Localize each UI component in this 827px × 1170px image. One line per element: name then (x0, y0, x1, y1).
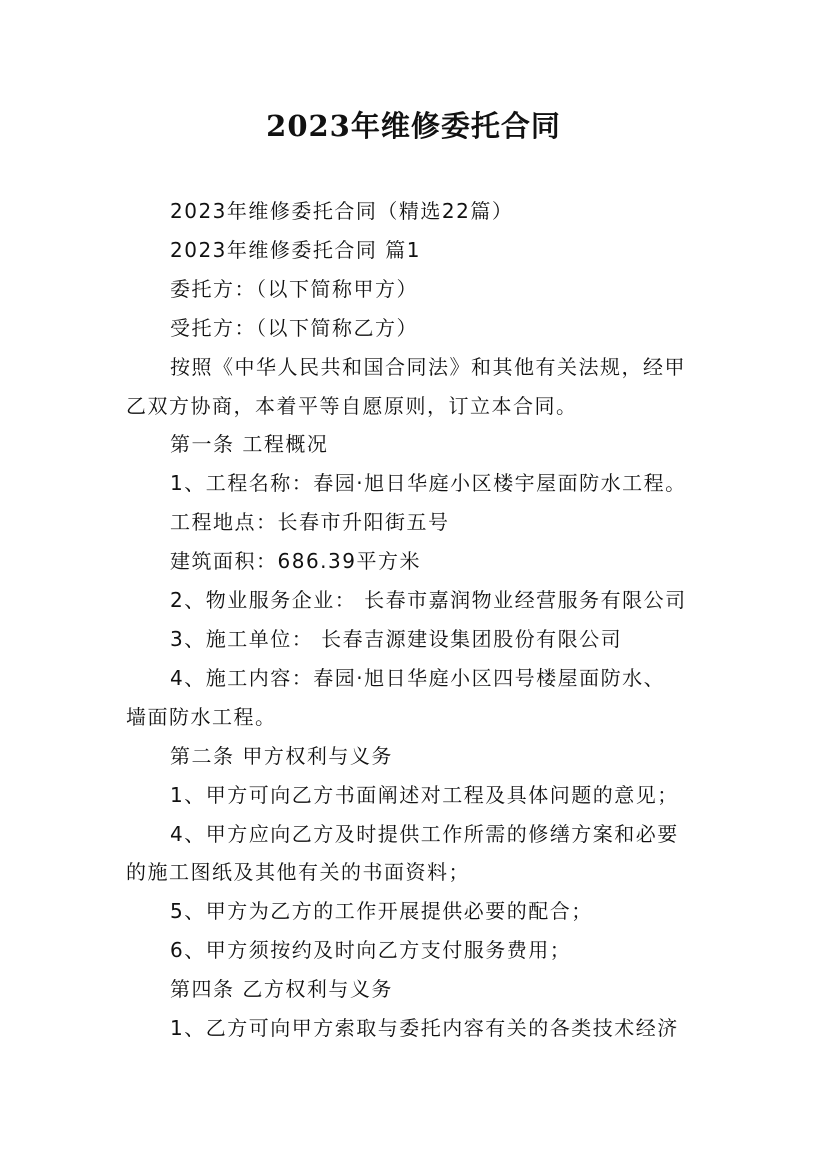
paragraph-line: 1、乙方可向甲方索取与委托内容有关的各类技术经济 (170, 1016, 679, 1041)
article-heading: 第二条 甲方权利与义务 (170, 743, 393, 768)
section-heading: 2023年维修委托合同 篇1 (170, 237, 421, 262)
paragraph-line-continued: 乙双方协商，本着平等自愿原则，订立本合同。 (126, 393, 578, 418)
paragraph-line: 6、甲方须按约及时向乙方支付服务费用； (170, 938, 572, 963)
document-title: 2023年维修委托合同 (266, 109, 561, 143)
paragraph-line: 按照《中华人民共和国合同法》和其他有关法规，经甲 (170, 354, 686, 379)
document-body (126, 192, 716, 1048)
article-heading: 第四条 乙方权利与义务 (170, 977, 393, 1002)
paragraph-line: 4、施工内容：春园·旭日华庭小区四号楼屋面防水、 (170, 665, 666, 690)
article-heading: 第一条 工程概况 (170, 432, 329, 457)
paragraph-line-continued: 墙面防水工程。 (126, 704, 277, 729)
paragraph-line: 2、物业服务企业： 长春市嘉润物业经营服务有限公司 (170, 588, 687, 613)
paragraph-line: 工程地点：长春市升阳街五号 (170, 510, 450, 535)
paragraph-line: 3、施工单位： 长春吉源建设集团股份有限公司 (170, 626, 623, 651)
paragraph-line: 受托方：（以下简称乙方） (170, 315, 418, 340)
paragraph-line: 5、甲方为乙方的工作开展提供必要的配合； (170, 899, 593, 924)
paragraph-line: 建筑面积：686.39平方米 (170, 549, 421, 574)
paragraph-line: 1、工程名称：春园·旭日华庭小区楼宇屋面防水工程。 (170, 471, 687, 496)
paragraph-line: 委托方：（以下简称甲方） (170, 276, 418, 301)
paragraph-line: 4、甲方应向乙方及时提供工作所需的修缮方案和必要 (170, 821, 679, 846)
paragraph-line-continued: 的施工图纸及其他有关的书面资料； (126, 860, 470, 885)
subtitle-line: 2023年维修委托合同（精选22篇） (170, 199, 514, 223)
paragraph-line: 1、甲方可向乙方书面阐述对工程及具体问题的意见； (170, 782, 679, 807)
